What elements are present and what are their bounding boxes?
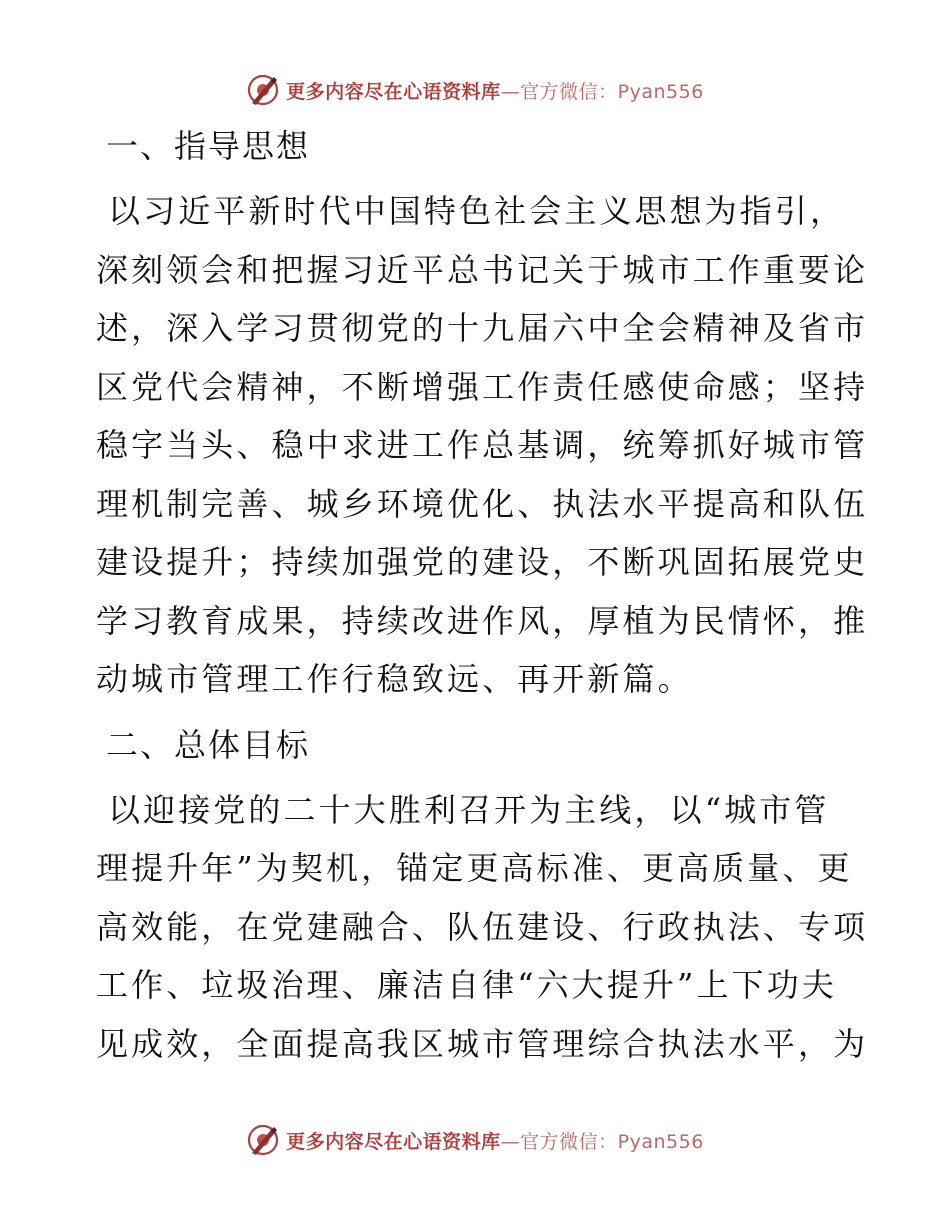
paragraph bbox=[96, 182, 869, 709]
text-line: 深刻领会和把握习近平总书记关于城市工作重要论 bbox=[96, 250, 869, 289]
pen-logo-icon bbox=[246, 73, 280, 107]
watermark-header bbox=[0, 70, 950, 110]
section-heading: 二、总体目标 bbox=[106, 725, 311, 764]
text-line: 稳字当头、稳中求进工作总基调，统筹抓好城市管 bbox=[96, 426, 869, 464]
section-heading: 一、指导思想 bbox=[106, 127, 311, 165]
text-line: 学习教育成果，持续改进作风，厚植为民情怀，推 bbox=[96, 601, 869, 640]
section-guiding-ideology bbox=[96, 118, 869, 709]
document-body bbox=[96, 118, 869, 1081]
text-line: 工作、垃圾治理、廉洁自律“六大提升”上下功夫 bbox=[96, 966, 837, 1004]
watermark-text: 更多内容尽在心语资料库—官方微信：Pyan556 bbox=[286, 80, 704, 103]
section-overall-goal bbox=[96, 717, 869, 1074]
text-line: 建设提升；持续加强党的建设，不断巩固拓展党史 bbox=[96, 543, 869, 581]
watermark-text: 更多内容尽在心语资料库—官方微信：Pyan556 bbox=[286, 1130, 704, 1153]
text-line: 见成效，全面提高我区城市管理综合执法水平，为 bbox=[96, 1024, 869, 1063]
text-line: 理机制完善、城乡环境优化、执法水平提高和队伍 bbox=[96, 484, 869, 523]
text-line: 以迎接党的二十大胜利召开为主线，以“城市管 bbox=[108, 790, 830, 829]
text-line: 述，深入学习贯彻党的十九届六中全会精神及省市 bbox=[96, 309, 869, 347]
pen-logo-icon bbox=[246, 1123, 280, 1157]
text-line: 区党代会精神，不断增强工作责任感使命感；坚持 bbox=[96, 367, 869, 406]
paragraph bbox=[96, 781, 869, 1074]
watermark-footer bbox=[0, 1120, 950, 1160]
text-line: 理提升年”为契机，锚定更高标准、更高质量、更 bbox=[96, 849, 853, 887]
text-line: 动城市管理工作行稳致远、再开新篇。 bbox=[96, 660, 693, 698]
text-line: 高效能，在党建融合、队伍建设、行政执法、专项 bbox=[96, 907, 869, 946]
text-line: 以习近平新时代中国特色社会主义思想为指引， bbox=[108, 192, 846, 230]
